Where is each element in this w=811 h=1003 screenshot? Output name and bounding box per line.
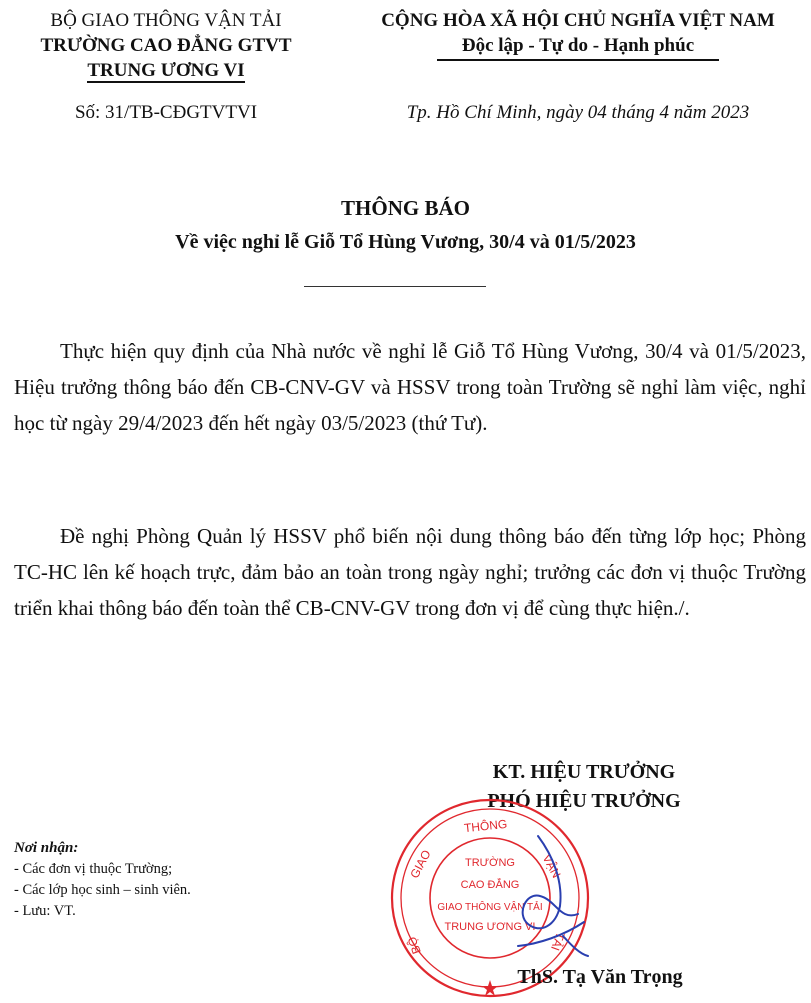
seal-outer-bottom-left: BỘ	[404, 934, 424, 956]
national-motto: Độc lập - Tự do - Hạnh phúc	[461, 35, 695, 56]
signer-name: ThS. Tạ Văn Trọng	[517, 966, 683, 988]
school-name-line2: TRUNG ƯƠNG VI	[87, 60, 245, 81]
body-paragraph-1: Thực hiện quy định của Nhà nước về nghỉ lễ Giỗ Tổ Hùng Vương, 30/4 và 01/5/2023, Hiệu trưởng thông báo đến CB-CNV-GV và HSSV trong toàn Trường sẽ nghỉ làm việc, nghỉ học từ ngày 29/4/2023 đến hết ngày 03/5/2023 (thứ Tư).	[14, 339, 806, 435]
seal-outer-top: THÔNG	[463, 816, 508, 836]
issuing-authority	[4, 8, 328, 83]
signature-role-2: PHÓ HIỆU TRƯỞNG	[487, 790, 681, 812]
seal-outer-left: GIAO	[407, 847, 434, 881]
recipients-title: Nơi nhận:	[14, 840, 79, 856]
school-name-line1: TRƯỜNG CAO ĐẲNG GTVT	[40, 35, 292, 56]
country-name: CỘNG HÒA XÃ HỘI CHỦ NGHĨA VIỆT NAM	[381, 10, 775, 31]
recipient-item: - Lưu: VT.	[14, 903, 76, 919]
place-and-date: Tp. Hồ Chí Minh, ngày 04 tháng 4 năm 2023	[406, 102, 750, 123]
seal-outer-right: VẬN	[539, 851, 564, 881]
body-paragraph-2: Đề nghị Phòng Quản lý HSSV phổ biến nội dung thông báo đến từng lớp học; Phòng TC-HC lên kế hoạch trực, đảm bảo an toàn trong ngày nghỉ; trưởng các đơn vị thuộc Trường triển khai thông báo đến toàn thể CB-CNV-GV trong đơn vị để cùng thực hiện./.	[14, 524, 806, 620]
title-divider	[304, 286, 486, 287]
document-title: THÔNG BÁO	[341, 196, 470, 220]
seal-line-4: TRUNG ƯƠNG VI	[444, 921, 536, 933]
document-subtitle: Về việc nghỉ lễ Giỗ Tổ Hùng Vương, 30/4 và 01/5/2023	[175, 231, 636, 253]
motto-underline	[437, 59, 719, 61]
recipients-block	[14, 838, 314, 922]
seal-line-2: CAO ĐẲNG	[460, 879, 520, 891]
recipient-item: - Các lớp học sinh – sinh viên.	[14, 882, 191, 898]
seal-line-3: GIAO THÔNG VẬN TẢI	[437, 902, 543, 913]
signature-role-1: KT. HIỆU TRƯỞNG	[492, 761, 676, 783]
seal-outer-bottom-right: TẢI	[547, 930, 568, 953]
national-header	[350, 8, 806, 61]
seal-line-1: TRƯỜNG	[465, 857, 515, 869]
recipient-item: - Các đơn vị thuộc Trường;	[14, 861, 173, 877]
ministry-name: BỘ GIAO THÔNG VẬN TẢI	[50, 10, 282, 31]
document-number: Số: 31/TB-CĐGTVTVI	[74, 102, 258, 123]
